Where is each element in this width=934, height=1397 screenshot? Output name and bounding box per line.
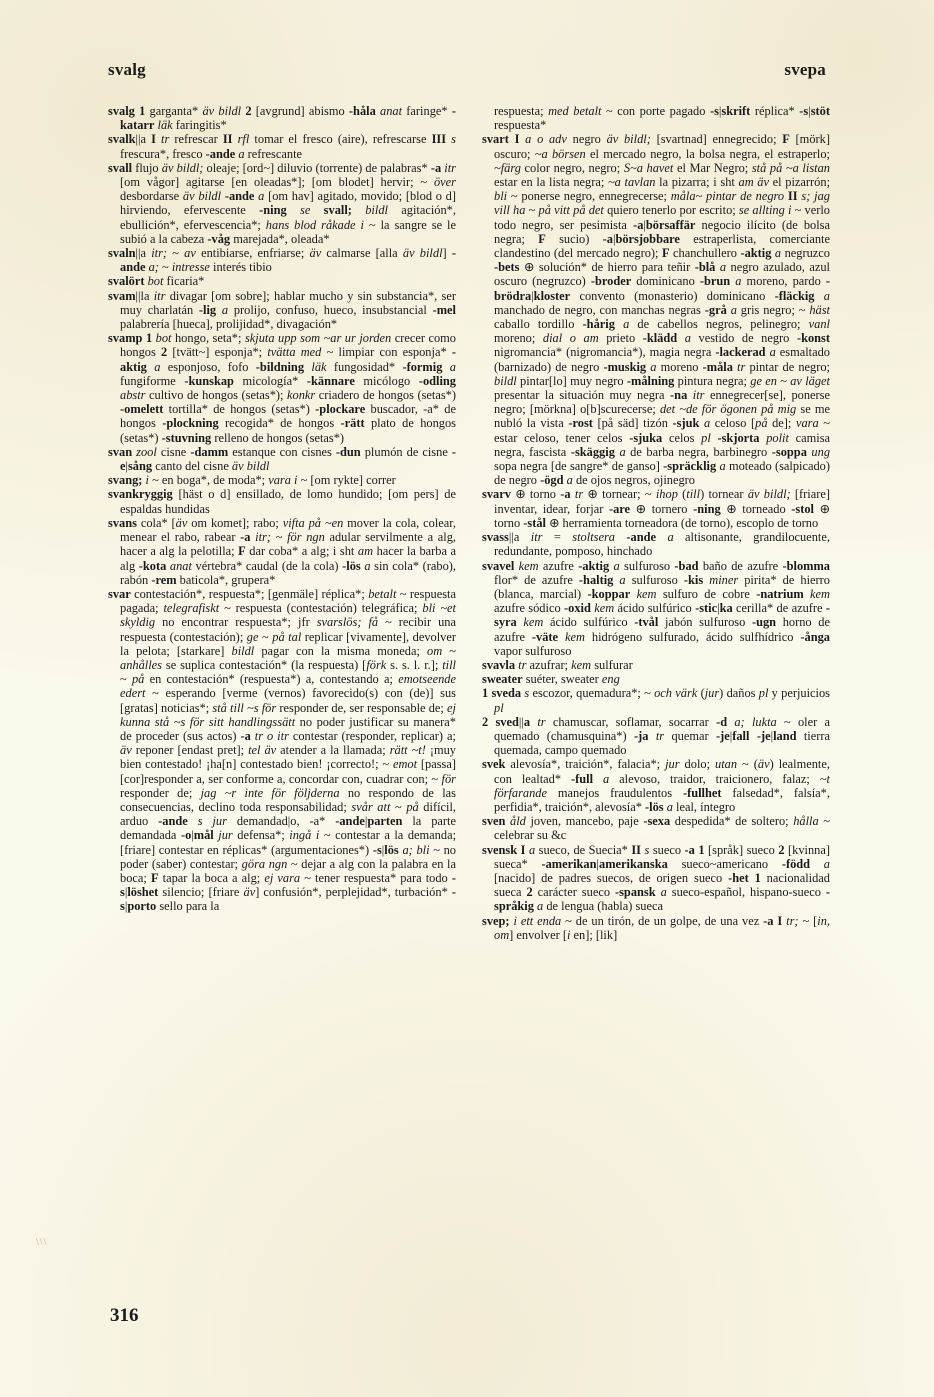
dictionary-entry: svalk||a I tr refrescar II rfl tomar el fresco (aire), refrescarse III s frescura*, fresco -ande a refrescante [108,132,456,161]
dictionary-entry: svan zool cisne -damm estanque con cisnes -dun plumón de cisne -e|sång canto del cisne äv bildl [108,444,457,474]
dictionary-entry: 1 sveda s escozor, quemadura*; ~ och värk (jur) daños pl y perjuicios pl [482,686,830,715]
right-column [482,104,830,1284]
text-columns [108,104,830,1284]
page-number: 316 [110,1305,139,1326]
dictionary-entry: svart I a o adv negro äv bildl; [svartnad] ennegrecido; F [mörk] oscuro; ~a börsen el mercado negro, la bolsa negra, el estraperlo; ~färg color negro, negro; S~a havet el Mar Negro; stå på ~a listan estar en la lista negra; ~a tavlan la pizarra; i sht am äv el pizarrón; bli ~ ponerse negro, ennegrecerse; måla~ pintar de negro II s; jag vill ha ~ på vitt på det quiero tenerlo por escrito; se allting i ~ verlo todo negro, ser pesimista -a|börsaffär negocio ilícito (de bolsa negra; F sucio) -a|börsjobbare estraperlista, comerciante clandestino (del mercado negro); F chanchullero -aktig a negruzco -bets ⊕ solución* de hierro para teñir -blå a negro azulado, azul oscuro (negruzco) -broder dominicano -brun a moreno, pardo -brödra|kloster convento (monasterio) dominicano -fläckig a manchado de negro, con manchas negras -grå a gris negro; ~ häst caballo tordillo -hårig a de cabellos negros, pelinegro; vanl moreno; dial o am prieto -klädd a vestido de negro -konst nigromancia* (nigromancia*), magia negra -lackerad a esmaltado (barnizado) de negro -muskig a moreno -måla tr pintar de negro; bildl pintar[lo] muy negro -målning pintura negra; ge en ~ av läget presentar la situación muy negra -na itr ennegrecer[se], ponerse negro; [mörkna] o[b]scurecerse; det ~de för ögonen på mig se me nubló la vista -rost [på säd] tizón -sjuk a celoso [på de]; vara ~ estar celoso, tener celos -sjuka celos pl -skjorta polit camisa negra, fascista -skäggig a de barba negra, barbinegro -soppa ung sopa negra [de sangre* de ganso] -spräcklig a moteado (salpicado) de negro -ögd a de ojos negros, ojinegro [482,132,831,488]
dictionary-entry: svalg 1 garganta* äv bildl 2 [avgrund] abismo -håla anat faringe* -katarr läk faringitis* [108,104,456,133]
dictionary-entry: svankryggig [häst o d] ensillado, de lomo hundido; [om pers] de espaldas hundidas [108,487,456,516]
dictionary-entry: svek alevosía*, traición*, falacia*; jur dolo; utan ~ (äv) lealmente, con lealtad* -full a alevoso, traidor, traicionero, falaz; ~t förfarande manejos fraudulentos -fullhet falsedad*, falsía*, perfidia*, traición*, alevosía* -lös a leal, íntegro [482,757,830,814]
dictionary-entry: svang; i ~ en boga*, de moda*; vara i ~ [om rykte] correr [108,473,396,488]
dictionary-entry: svall flujo äv bildl; oleaje; [ord~] diluvio (torrente) de palabras* -a itr [om vågor] agitarse [en oleadas*]; [om blodet] hervir; ~ över desbordarse äv bildl -ande a [om hav] agitado, movido; [blod o d] hirviendo, efervescente -ning se svall; bildl agitación*, ebullición*, efervescencia*; hans blod råkade i ~ la sangre se le subió a la cabeza -våg marejada*, oleada* [108,160,456,246]
dictionary-entry: svalört bot ficaria* [108,274,205,289]
dictionary-entry: sven åld joven, mancebo, paje -sexa despedida* de soltero; hålla ~ celebrar su &c [482,814,830,843]
dictionary-entry: respuesta; med betalt ~ con porte pagado -s|skrift réplica* -s|stöt respuesta* [494,104,830,133]
running-head-right: svepa [784,60,826,79]
running-head-left: svalg [108,60,146,79]
dictionary-entry: svep; i ett enda ~ de un tirón, de un golpe, de una vez -a I tr; ~ [in, om] envolver [i en]; [lik] [482,913,830,942]
dictionary-entry: svavel kem azufre -aktig a sulfuroso -bad baño de azufre -blomma flor* de azufre -haltig a sulfuroso -kis miner pirita* de hierro (blanca, marcial) -koppar kem sulfuro de cobre -natrium kem azufre sódico -oxid kem ácido sulfúrico -stic|ka cerilla* de azufre -syra kem ácido sulfúrico -tvål jabón sulfuroso -ugn horno de azufre -väte kem hidrógeno sulfurado, ácido sulfhídrico -ånga vapor sulfuroso [482,558,831,658]
edge-mark: \\\ [36,1237,48,1248]
dictionary-entry: svensk I a sueco, de Suecia* II s sueco -a 1 [språk] sueco 2 [kvinna] sueca* -amerikan|amerikanska sueco~americano -född a [nacido] de padres suecos, de origen sueco -het 1 nacionalidad sueca 2 carácter sueco -spansk a sueco-español, hispano-sueco -språkig a de lengua (habla) sueca [482,842,830,914]
dictionary-entry: svaln||a itr; ~ av entibiarse, enfriarse; äv calmarse [alla äv bildl] -ande a; ~ intresse interés tibio [108,246,456,275]
dictionary-entry: svans cola* [äv om komet]; rabo; vifta på ~en mover la cola, colear, menear el rabo, rabear -a itr; ~ för ngn adular servilmente a alg, hacer a alg la pelotilla; F dar coba* a alg; i sht am hacer la barba a alg -kota anat vértebra* caudal (de la cola) -lös a sin cola* (rabo), rabón -rem baticola*, grupera* [108,515,457,587]
dictionary-entry: svarv ⊕ torno -a tr ⊕ tornear; ~ ihop (till) tornear äv bildl; [friare] inventar, idear, forjar -are ⊕ tornero -ning ⊕ torneado -stol ⊕ torno -stål ⊕ herramienta torneadora (de torno), escoplo de torno [482,487,830,530]
dictionary-entry: svamp 1 bot hongo, seta*; skjuta upp som ~ar ur jorden crecer como hongos 2 [tvätt~] esponja*; tvätta med ~ limpiar con esponja* -aktig a esponjoso, fofo -bildning läk fungosidad* -formig a fungiforme -kunskap micología* -kännare micólogo -odling abstr cultivo de hongos (setas*); konkr criadero de hongos (setas*) -omelett tortilla* de hongos (setas*) -plockare buscador, -a* de hongos -plockning recogida* de hongos -rätt plato de hongos (setas*) -stuvning relleno de hongos (setas*) [108,331,456,445]
dictionary-entry: svar contestación*, respuesta*; [genmäle] réplica*; betalt ~ respuesta pagada; telegrafiskt ~ respuesta (contestación) telegráfica; bli ~et skyldig no encontrar respuesta*; jfr svarslös; få ~ recibir una respuesta (contestación); ge ~ på tal replicar [vivamente], devolver la pelota; [starkare] bildl pagar con la misma moneda; om ~ anhålles se suplica contestación* (la respuesta) [förk s. s. l. r.]; till ~ på en contestación* (respuesta*) a, contestando a; emotseende edert ~ esperando [verme (vernos) favorecido(s) con (de)] sus [gratas] noticias*; stå till ~s för responder de, ser responsable de; ej kunna stå ~s för sitt handlingssätt no poder justificar su manera* de proceder (sus actos) -a tr o itr contestar (responder, replicar) a; äv reponer [endast pret]; tel äv atender a la llamada; rätt ~t! ¡muy bien contestado! ¡ha[n] contestado bien! ¡correcto!; ~ emot [passa] [cor]responder a, ser conforme a, concordar con, cuadrar con; ~ för responder de; jag ~r inte för följderna no respondo de las consecuencias, declino toda responsabilidad; svår att ~ på difícil, arduo -ande s jur demandad|o, -a* -ande|parten la parte demandada -o|mål jur defensa*; ingå i ~ contestar a la demanda; [friare] contestar en réplicas* (argumentaciones*) -s|lös a; bli ~ no poder (saber) contestar; göra ngn ~ dejar a alg con la palabra en la boca; F tapar la boca a alg; ej vara ~ tener respuesta* para todo -s|löshet silencio; [friare äv] confusión*, perplejidad*, turbación* -s|porto sello para la [108,586,457,914]
dictionary-entry: 2 sved||a tr chamuscar, soflamar, socarrar -d a; lukta ~ oler a quemado (chamusquina*) -ja tr quemar -je|fall -je|land tierra quemada, campo quemado [482,714,830,758]
dictionary-entry: svam||la itr divagar [om sobre]; hablar mucho y sin substancia*, ser muy charlatán -lig a prolijo, confuso, hueco, insubstancial -mel palabrería [hueca], prolijidad*, divagación* [108,288,456,332]
dictionary-entry: svass||a itr = stoltsera -ande a altisonante, grandilocuente, redundante, pomposo, hinchado [482,530,830,559]
left-column [108,104,456,1284]
dictionary-entry: svavla tr azufrar; kem sulfurar [482,657,633,672]
dictionary-entry: sweater suéter, sweater eng [482,672,620,687]
